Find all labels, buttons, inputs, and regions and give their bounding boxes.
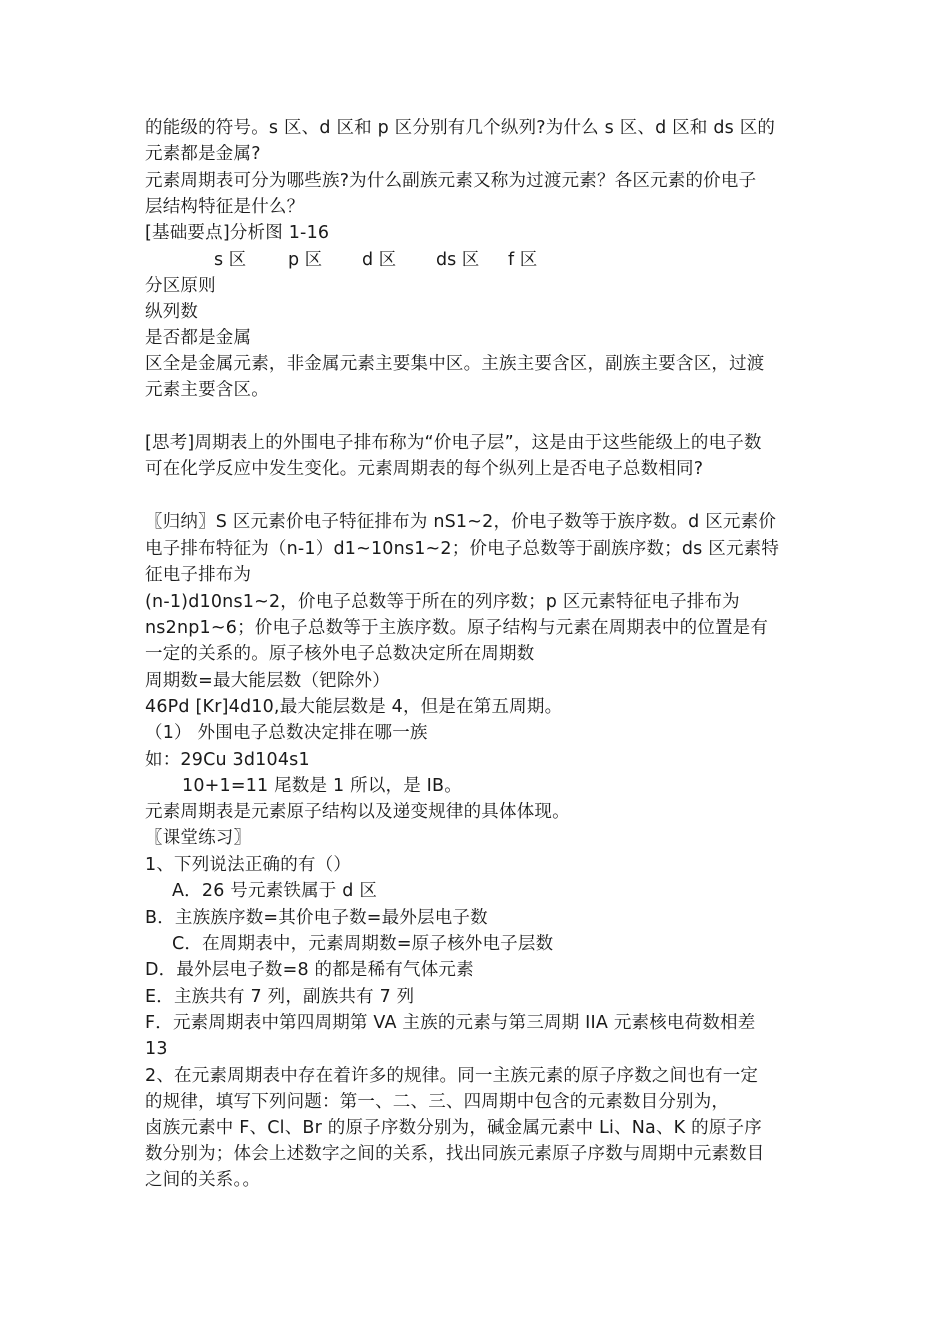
option-e: E．主族共有 7 列，副族共有 7 列 bbox=[145, 987, 415, 1007]
option-f: F．元素周期表中第四周期第 VA 主族的元素与第三周期 IIA 元素核电荷数相差 bbox=[145, 1013, 756, 1033]
text-line: 的规律，填写下列问题：第一、二、三、四周期中包含的元素数目分别为， bbox=[145, 1092, 730, 1112]
zone-p-header: p 区 bbox=[288, 250, 323, 270]
text-line: 数分别为；体会上述数字之间的关系，找出同族元素原子序数与周期中元素数目 bbox=[145, 1144, 765, 1164]
text-line: (n-1)d10ns1~2，价电子总数等于所在的列序数；p 区元素特征电子排布为 bbox=[145, 592, 740, 612]
zone-ds-header: ds 区 bbox=[436, 250, 480, 270]
text-line: 元素周期表可分为哪些族?为什么副族元素又称为过渡元素？各区元素的价电子 bbox=[145, 171, 757, 191]
text-line: 可在化学反应中发生变化。元素周期表的每个纵列上是否电子总数相同? bbox=[145, 459, 704, 479]
zone-f-header: f 区 bbox=[508, 250, 538, 270]
question-2: 2、在元素周期表中存在着许多的规律。同一主族元素的原子序数之间也有一定 bbox=[145, 1066, 759, 1086]
row-label: 是否都是金属 bbox=[145, 328, 252, 348]
row-label: 纵列数 bbox=[145, 302, 199, 322]
text-line: 元素主要含区。 bbox=[145, 380, 269, 400]
text-line: 13 bbox=[145, 1039, 168, 1059]
zone-s-header: s 区 bbox=[214, 250, 247, 270]
row-label: 分区原则 bbox=[145, 276, 216, 296]
option-c: C．在周期表中，元素周期数=原子核外电子层数 bbox=[172, 934, 554, 954]
text-line: 征电子排布为 bbox=[145, 565, 252, 585]
section-heading: [基础要点]分析图 1-16 bbox=[145, 223, 330, 243]
text-line: 区全是金属元素，非金属元素主要集中区。主族主要含区，副族主要含区，过渡 bbox=[145, 354, 765, 374]
text-line: 元素都是金属? bbox=[145, 144, 261, 164]
option-a: A．26 号元素铁属于 d 区 bbox=[172, 881, 378, 901]
option-d: D．最外层电子数=8 的都是稀有气体元素 bbox=[145, 960, 474, 980]
text-line: 的能级的符号。s 区、d 区和 p 区分别有几个纵列?为什么 s 区、d 区和 ds 区的 bbox=[145, 118, 776, 138]
question-1: 1、下列说法正确的有（） bbox=[145, 855, 352, 875]
text-line: 电子排布特征为（n-1）d1~10ns1~2；价电子总数等于副族序数；ds 区元素特 bbox=[145, 539, 780, 559]
think-paragraph: [思考]周期表上的外围电子排布称为“价电子层”，这是由于这些能级上的电子数 bbox=[145, 433, 762, 453]
zone-d-header: d 区 bbox=[362, 250, 397, 270]
text-line: 如：29Cu 3d104s1 bbox=[145, 750, 310, 770]
text-line: 元素周期表是元素原子结构以及递变规律的具体体现。 bbox=[145, 802, 570, 822]
text-line: ns2np1~6；价电子总数等于主族序数。原子结构与元素在周期表中的位置是有 bbox=[145, 618, 769, 638]
text-line: 一定的关系的。原子核外电子总数决定所在周期数 bbox=[145, 644, 535, 664]
text-line: 10+1=11 尾数是 1 所以，是 IB。 bbox=[182, 776, 462, 796]
summary-paragraph: 〖归纳〗S 区元素价电子特征排布为 nS1~2，价电子数等于族序数。d 区元素价 bbox=[145, 512, 777, 532]
text-line: （1） 外围电子总数决定排在哪一族 bbox=[145, 723, 428, 743]
text-line: 周期数=最大能层数（钯除外） bbox=[145, 671, 390, 691]
exercise-heading: 〖课堂练习〗 bbox=[145, 828, 252, 848]
text-line: 层结构特征是什么？ bbox=[145, 197, 305, 217]
text-line: 46Pd [Kr]4d10,最大能层数是 4，但是在第五周期。 bbox=[145, 697, 563, 717]
option-b: B．主族族序数=其价电子数=最外层电子数 bbox=[145, 908, 488, 928]
text-line: 卤族元素中 F、Cl、Br 的原子序数分别为，碱金属元素中 Li、Na、K 的原子序 bbox=[145, 1118, 762, 1138]
text-line: 之间的关系。。 bbox=[145, 1170, 261, 1190]
